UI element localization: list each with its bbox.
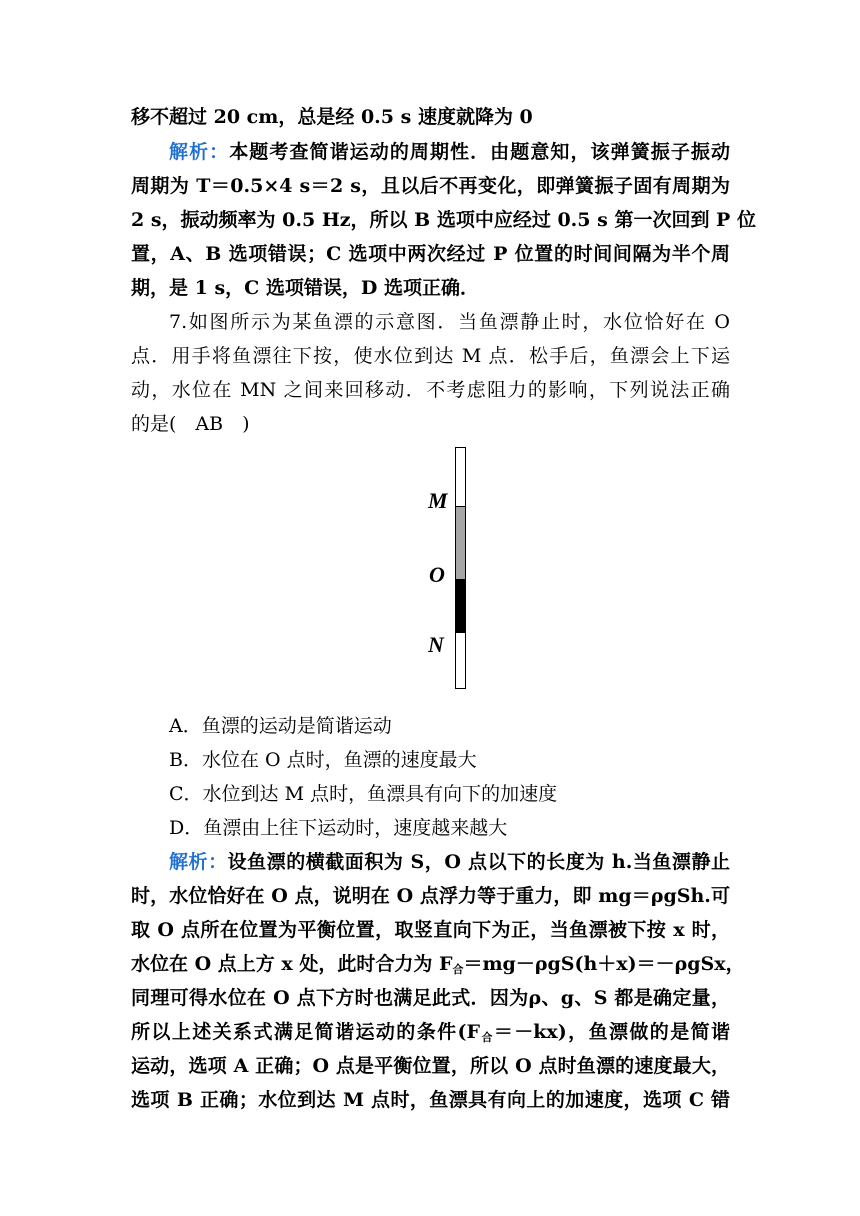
question-7-answer: 的是( AB ) — [131, 413, 250, 435]
question-7-line: 点．用手将鱼漂往下按，使水位到达 M 点．松手后，鱼漂会上下运 — [131, 345, 730, 367]
analysis-text: ＝mg－ρgS(h＋x)＝－ρgSx， — [463, 953, 745, 975]
option-d: D．鱼漂由上往下运动时，速度越来越大 — [169, 817, 508, 839]
analysis-label: 解析： — [169, 141, 230, 163]
subscript: 合 — [452, 963, 464, 976]
text-line: 置，A、B 选项错误；C 选项中两次经过 P 位置的时间间隔为半个周 — [131, 243, 730, 265]
analysis-text: ＝－kx)，鱼漂做的是简谐 — [493, 1021, 731, 1043]
question-7-line: 动，水位在 MN 之间来回移动．不考虑阻力的影响，下列说法正确 — [131, 379, 730, 401]
label-o: O — [429, 562, 445, 587]
question-7-line: 7.如图所示为某鱼漂的示意图．当鱼漂静止时，水位恰好在 O — [169, 311, 730, 333]
analysis-line: 运动，选项 A 正确；O 点是平衡位置，所以 O 点时鱼漂的速度最大， — [131, 1055, 730, 1077]
text-line: 2 s，振动频率为 0.5 Hz，所以 B 选项中应经过 0.5 s 第一次回到 P 位 — [131, 209, 756, 231]
analysis-text: 设鱼漂的横截面积为 S，O 点以下的长度为 h.当鱼漂静止 — [227, 851, 730, 873]
option-b: B．水位在 O 点时，鱼漂的速度最大 — [169, 749, 477, 771]
analysis-line — [169, 849, 730, 875]
analysis-line: 取 O 点所在位置为平衡位置，取竖直向下为正，当鱼漂被下按 x 时， — [131, 919, 730, 941]
analysis-text: 所以上述关系式满足简谐运动的条件(F — [131, 1021, 481, 1043]
text-line — [169, 139, 730, 165]
analysis-text: 本题考查简谐运动的周期性．由题意知，该弹簧振子振动 — [229, 141, 730, 163]
float-black-segment — [456, 579, 465, 633]
analysis-line: 时，水位恰好在 O 点，说明在 O 点浮力等于重力，即 mg＝ρgSh.可 — [131, 885, 730, 907]
option-a: A．鱼漂的运动是简谐运动 — [169, 715, 392, 737]
label-m: M — [428, 488, 448, 513]
text-line: 周期为 T＝0.5×4 s＝2 s，且以后不再变化，即弹簧振子固有周期为 — [131, 175, 730, 197]
analysis-label: 解析： — [169, 851, 228, 873]
float-top-segment — [456, 448, 465, 507]
analysis-line: 选项 B 正确；水位到达 M 点时，鱼漂具有向上的加速度，选项 C 错 — [131, 1089, 730, 1111]
float-gray-segment — [456, 507, 465, 579]
label-n: N — [428, 632, 444, 657]
analysis-line: 同理可得水位在 O 点下方时也满足此式．因为ρ、g、S 都是确定量， — [131, 987, 730, 1009]
float-body — [455, 447, 466, 689]
subscript: 合 — [480, 1031, 494, 1044]
option-c: C．水位到达 M 点时，鱼漂具有向下的加速度 — [169, 783, 558, 805]
analysis-text: 水位在 O 点上方 x 处，此时合力为 F — [131, 953, 453, 975]
text-line: 移不超过 20 cm，总是经 0.5 s 速度就降为 0 — [131, 106, 533, 128]
analysis-line — [131, 1019, 730, 1051]
analysis-line — [131, 951, 745, 983]
text-line: 期，是 1 s，C 选项错误，D 选项正确． — [131, 277, 479, 299]
float-bottom-segment — [456, 633, 465, 688]
